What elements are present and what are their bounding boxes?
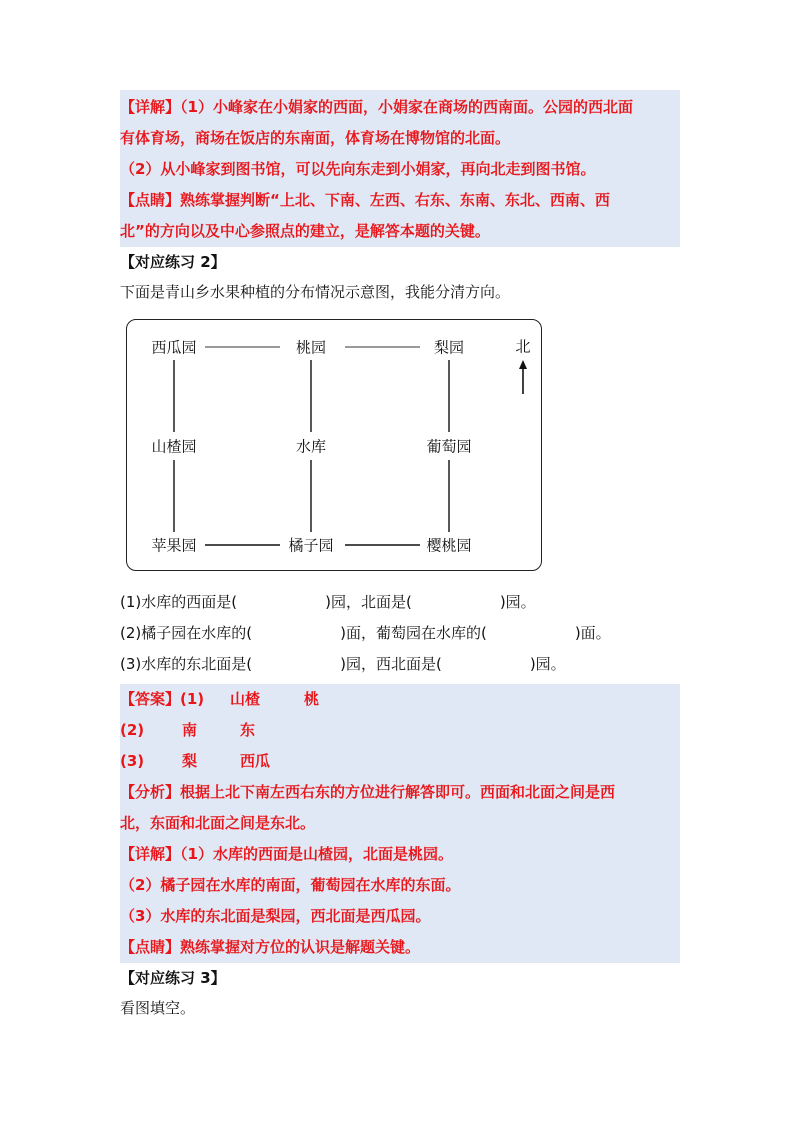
- north-arrow-head-icon: [519, 360, 527, 369]
- answer-number: (1): [180, 690, 205, 708]
- question-text: )园。: [529, 655, 566, 673]
- detail-line-2: [120, 123, 680, 154]
- answer-row-1: [120, 684, 680, 715]
- question-text: )园。: [499, 593, 536, 611]
- answer-value: 梨: [182, 752, 198, 770]
- detail-text: （2）橘子园在水库的南面，葡萄园在水库的东面。: [120, 876, 461, 894]
- analysis-tag: 【分析】: [120, 783, 181, 801]
- answer-row-2: [120, 715, 680, 746]
- orchard-map-diagram: [126, 319, 542, 571]
- question-text: (1)水库的西面是(: [120, 593, 238, 611]
- exercise-2-heading: 【对应练习 2】: [120, 253, 226, 271]
- answer-tag: 【答案】: [120, 690, 181, 708]
- answer-value: 西瓜: [240, 752, 271, 770]
- tip-tag: 【点睛】: [120, 938, 181, 956]
- exercise-2-intro: 下面是青山乡水果种植的分布情况示意图，我能分清方向。: [120, 283, 511, 301]
- analysis-line-2: [120, 808, 680, 839]
- question-text: )园，北面是(: [325, 593, 412, 611]
- tip-tag: 【点睛】: [120, 191, 181, 209]
- node-putao: 葡萄园: [426, 437, 472, 456]
- answer-number: (3): [120, 752, 145, 770]
- node-tao: 桃园: [295, 338, 327, 357]
- detail-tag: 【详解】: [120, 98, 181, 116]
- detail2-line-1: [120, 839, 680, 870]
- detail2-line-2: [120, 870, 680, 901]
- answer-value: 南: [182, 721, 198, 739]
- tip-line-2: [120, 216, 680, 247]
- detail2-line-3: [120, 901, 680, 932]
- question-text: )面。: [574, 624, 611, 642]
- question-text: (3)水库的东北面是(: [120, 655, 253, 673]
- tip-line-1: [120, 185, 680, 216]
- answer-number: (2): [120, 721, 145, 739]
- answer-row-3: [120, 746, 680, 777]
- detail-text: （3）水库的东北面是梨园，西北面是西瓜园。: [120, 907, 431, 925]
- tip-text: 熟练掌握对方位的认识是解题关键。: [180, 938, 421, 956]
- node-yingtao: 樱桃园: [426, 536, 472, 555]
- answer-value: 桃: [304, 690, 320, 708]
- node-pingguo: 苹果园: [151, 536, 197, 555]
- answer-value: 山楂: [230, 690, 261, 708]
- analysis-line-1: [120, 777, 680, 808]
- solution-block-1: [120, 90, 680, 247]
- question-text: )面，葡萄园在水库的(: [340, 624, 487, 642]
- tip-text: 北”的方向以及中心参照点的建立，是解答本题的关键。: [120, 222, 490, 240]
- detail-text: 有体育场，商场在饭店的东南面，体育场在博物馆的北面。: [120, 129, 511, 147]
- question-3: [120, 649, 680, 680]
- solution-block-2: [120, 684, 680, 963]
- analysis-text: 北，东面和北面之间是东北。: [120, 814, 316, 832]
- tip-text: 熟练掌握判断“上北、下南、左西、右东、东南、东北、西南、西: [180, 191, 610, 209]
- exercise-3-heading: 【对应练习 3】: [120, 969, 226, 987]
- answer-value: 东: [240, 721, 256, 739]
- detail-line-3: [120, 154, 680, 185]
- detail-text: （2）从小峰家到图书馆，可以先向东走到小娟家，再向北走到图书馆。: [120, 160, 596, 178]
- node-juzi: 橘子园: [288, 536, 334, 555]
- detail-tag: 【详解】: [120, 845, 181, 863]
- north-label: 北: [515, 337, 531, 356]
- detail-text: （1）水库的西面是山楂园，北面是桃园。: [180, 845, 453, 863]
- detail-line-1: [120, 92, 680, 123]
- node-li: 梨园: [433, 338, 465, 357]
- tip2-line-1: [120, 932, 680, 963]
- node-xigua: 西瓜园: [151, 338, 197, 357]
- page-content: [120, 90, 680, 1023]
- question-2: [120, 618, 680, 649]
- node-shuiku: 水库: [295, 437, 327, 456]
- question-1: [120, 587, 680, 618]
- exercise-3-intro: 看图填空。: [120, 999, 196, 1017]
- question-text: )园，西北面是(: [340, 655, 442, 673]
- question-text: (2)橘子园在水库的(: [120, 624, 253, 642]
- node-shanzha: 山楂园: [151, 437, 197, 456]
- analysis-text: 根据上北下南左西右东的方位进行解答即可。西面和北面之间是西: [180, 783, 616, 801]
- detail-text: （1）小峰家在小娟家的西面，小娟家在商场的西南面。公园的西北面: [180, 98, 633, 116]
